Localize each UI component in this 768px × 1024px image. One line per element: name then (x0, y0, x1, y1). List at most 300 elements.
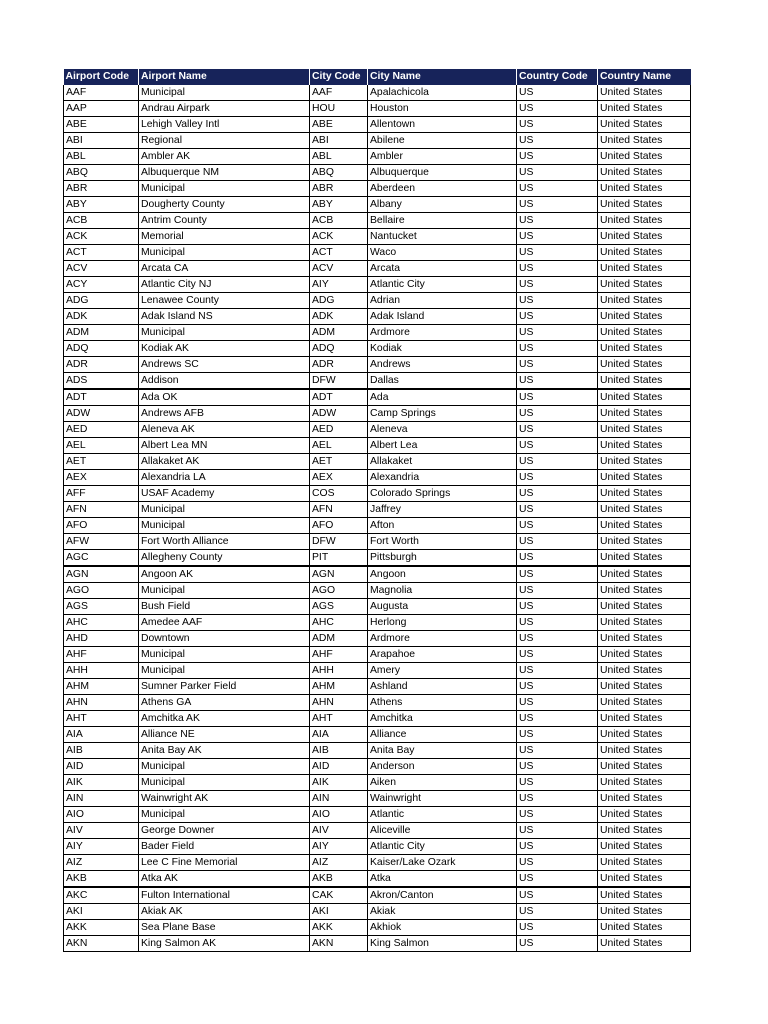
country-code-cell: US (517, 679, 598, 695)
country-code-cell: US (517, 261, 598, 277)
city-name-cell: Abilene (368, 133, 517, 149)
airport-name-cell: Atlantic City NJ (139, 277, 310, 293)
airport-code-cell: AHN (64, 695, 139, 711)
country-name-cell: United States (598, 727, 691, 743)
airport-name-cell: Lehigh Valley Intl (139, 117, 310, 133)
table-row (64, 727, 691, 743)
airport-code-cell: AKK (64, 920, 139, 936)
airport-code-cell: AIZ (64, 855, 139, 871)
city-name-cell: Akhiok (368, 920, 517, 936)
country-code-cell: US (517, 855, 598, 871)
city-name-cell: Alexandria (368, 470, 517, 486)
airport-name-cell: Municipal (139, 663, 310, 679)
city-name-cell: Ardmore (368, 631, 517, 647)
city-name-cell: Apalachicola (368, 85, 517, 101)
city-code-cell: ABE (310, 117, 368, 133)
country-name-cell: United States (598, 245, 691, 261)
country-code-cell: US (517, 341, 598, 357)
city-code-cell: ABQ (310, 165, 368, 181)
city-name-cell: Ardmore (368, 325, 517, 341)
city-name-cell: Angoon (368, 566, 517, 583)
table-row (64, 743, 691, 759)
airport-name-cell: Andrews SC (139, 357, 310, 373)
table-row (64, 149, 691, 165)
airport-code-cell: ABQ (64, 165, 139, 181)
table-body (64, 85, 691, 952)
city-name-cell: Aliceville (368, 823, 517, 839)
country-code-cell: US (517, 422, 598, 438)
table-row (64, 695, 691, 711)
airport-code-cell: AEL (64, 438, 139, 454)
city-code-cell: AGO (310, 583, 368, 599)
airport-code-cell: AFW (64, 534, 139, 550)
country-code-cell: US (517, 101, 598, 117)
table-row (64, 631, 691, 647)
city-name-cell: Ada (368, 389, 517, 406)
city-name-cell: Adak Island (368, 309, 517, 325)
airport-code-cell: ACY (64, 277, 139, 293)
city-code-cell: AID (310, 759, 368, 775)
table-row (64, 534, 691, 550)
country-code-cell: US (517, 518, 598, 534)
city-name-cell: Aiken (368, 775, 517, 791)
country-name-cell: United States (598, 807, 691, 823)
country-code-cell: US (517, 406, 598, 422)
city-code-cell: ADR (310, 357, 368, 373)
airport-name-cell: Ambler AK (139, 149, 310, 165)
table-row (64, 406, 691, 422)
city-code-cell: AHN (310, 695, 368, 711)
country-name-cell: United States (598, 293, 691, 309)
country-code-cell: US (517, 823, 598, 839)
country-code-cell: US (517, 615, 598, 631)
airport-name-cell: Municipal (139, 647, 310, 663)
city-name-cell: Arapahoe (368, 647, 517, 663)
country-name-cell: United States (598, 631, 691, 647)
city-code-cell: AIV (310, 823, 368, 839)
airport-code-cell: ABI (64, 133, 139, 149)
country-name-cell: United States (598, 357, 691, 373)
city-code-cell: ADT (310, 389, 368, 406)
table-row (64, 791, 691, 807)
country-name-cell: United States (598, 85, 691, 101)
city-code-cell: AIO (310, 807, 368, 823)
country-code-cell: US (517, 759, 598, 775)
country-name-cell: United States (598, 373, 691, 390)
airport-code-cell: AIK (64, 775, 139, 791)
table-row (64, 518, 691, 534)
city-code-cell: DFW (310, 534, 368, 550)
city-code-cell: AIY (310, 277, 368, 293)
country-code-cell: US (517, 85, 598, 101)
country-code-cell: US (517, 293, 598, 309)
city-code-cell: AAF (310, 85, 368, 101)
city-name-cell: Colorado Springs (368, 486, 517, 502)
country-name-cell: United States (598, 406, 691, 422)
airport-code-cell: AED (64, 422, 139, 438)
table-row (64, 277, 691, 293)
table-row (64, 855, 691, 871)
city-code-cell: AGS (310, 599, 368, 615)
country-code-cell: US (517, 454, 598, 470)
country-name-cell: United States (598, 791, 691, 807)
city-code-cell: AKB (310, 871, 368, 888)
city-code-cell: ADW (310, 406, 368, 422)
city-name-cell: Aleneva (368, 422, 517, 438)
country-name-cell: United States (598, 165, 691, 181)
country-name-cell: United States (598, 647, 691, 663)
header-airport-code: Airport Code (64, 69, 139, 85)
city-name-cell: Houston (368, 101, 517, 117)
country-name-cell: United States (598, 839, 691, 855)
city-code-cell: ABY (310, 197, 368, 213)
airport-code-cell: AIB (64, 743, 139, 759)
city-code-cell: ADM (310, 631, 368, 647)
city-name-cell: Camp Springs (368, 406, 517, 422)
city-code-cell: AGN (310, 566, 368, 583)
city-code-cell: AED (310, 422, 368, 438)
airport-code-cell: AHD (64, 631, 139, 647)
airport-code-cell: AEX (64, 470, 139, 486)
country-name-cell: United States (598, 855, 691, 871)
airport-code-cell: AHF (64, 647, 139, 663)
airport-code-cell: AAF (64, 85, 139, 101)
city-name-cell: Pittsburgh (368, 550, 517, 567)
table-row (64, 759, 691, 775)
country-name-cell: United States (598, 502, 691, 518)
city-name-cell: Ashland (368, 679, 517, 695)
table-row (64, 550, 691, 567)
city-code-cell: AIN (310, 791, 368, 807)
city-name-cell: Allakaket (368, 454, 517, 470)
city-name-cell: Atlantic (368, 807, 517, 823)
country-code-cell: US (517, 165, 598, 181)
table-row (64, 165, 691, 181)
city-name-cell: Afton (368, 518, 517, 534)
airport-name-cell: Sea Plane Base (139, 920, 310, 936)
city-code-cell: ABR (310, 181, 368, 197)
city-name-cell: Aberdeen (368, 181, 517, 197)
table-row (64, 807, 691, 823)
country-code-cell: US (517, 887, 598, 904)
airport-code-cell: ADG (64, 293, 139, 309)
airport-name-cell: Lenawee County (139, 293, 310, 309)
header-country-code: Country Code (517, 69, 598, 85)
city-name-cell: Anderson (368, 759, 517, 775)
airport-code-cell: ADW (64, 406, 139, 422)
table-row (64, 566, 691, 583)
country-code-cell: US (517, 904, 598, 920)
airport-name-cell: Dougherty County (139, 197, 310, 213)
airport-code-cell: AKI (64, 904, 139, 920)
city-code-cell: AEX (310, 470, 368, 486)
table-row (64, 663, 691, 679)
airport-code-cell: AIO (64, 807, 139, 823)
table-row (64, 711, 691, 727)
airport-code-cell: ABR (64, 181, 139, 197)
city-code-cell: ADM (310, 325, 368, 341)
city-name-cell: Albany (368, 197, 517, 213)
country-name-cell: United States (598, 759, 691, 775)
table-row (64, 213, 691, 229)
airport-name-cell: Downtown (139, 631, 310, 647)
airport-name-cell: Wainwright AK (139, 791, 310, 807)
country-name-cell: United States (598, 261, 691, 277)
airport-code-cell: ABL (64, 149, 139, 165)
country-name-cell: United States (598, 695, 691, 711)
country-code-cell: US (517, 277, 598, 293)
table-row (64, 293, 691, 309)
country-name-cell: United States (598, 341, 691, 357)
airport-name-cell: Regional (139, 133, 310, 149)
city-name-cell: King Salmon (368, 936, 517, 952)
country-name-cell: United States (598, 904, 691, 920)
city-name-cell: Atlantic City (368, 277, 517, 293)
country-code-cell: US (517, 936, 598, 952)
city-code-cell: COS (310, 486, 368, 502)
airport-name-cell: Municipal (139, 85, 310, 101)
city-name-cell: Anita Bay (368, 743, 517, 759)
country-code-cell: US (517, 357, 598, 373)
airport-code-cell: ADQ (64, 341, 139, 357)
country-name-cell: United States (598, 823, 691, 839)
country-code-cell: US (517, 133, 598, 149)
table-row (64, 117, 691, 133)
country-name-cell: United States (598, 213, 691, 229)
country-name-cell: United States (598, 309, 691, 325)
airport-name-cell: Municipal (139, 245, 310, 261)
city-code-cell: ACV (310, 261, 368, 277)
airport-name-cell: Akiak AK (139, 904, 310, 920)
table-row (64, 599, 691, 615)
city-code-cell: ACT (310, 245, 368, 261)
city-code-cell: ADK (310, 309, 368, 325)
airport-name-cell: Ada OK (139, 389, 310, 406)
city-code-cell: HOU (310, 101, 368, 117)
airport-name-cell: Kodiak AK (139, 341, 310, 357)
country-name-cell: United States (598, 583, 691, 599)
city-code-cell: AFN (310, 502, 368, 518)
airport-code-cell: ACT (64, 245, 139, 261)
city-name-cell: Magnolia (368, 583, 517, 599)
country-code-cell: US (517, 213, 598, 229)
country-code-cell: US (517, 647, 598, 663)
country-name-cell: United States (598, 389, 691, 406)
country-name-cell: United States (598, 470, 691, 486)
airport-code-cell: AKN (64, 936, 139, 952)
country-name-cell: United States (598, 936, 691, 952)
country-code-cell: US (517, 373, 598, 390)
airport-code-cell: AKB (64, 871, 139, 888)
airport-code-cell: AIA (64, 727, 139, 743)
country-name-cell: United States (598, 599, 691, 615)
table-row (64, 373, 691, 390)
country-code-cell: US (517, 534, 598, 550)
country-code-cell: US (517, 743, 598, 759)
header-airport-name: Airport Name (139, 69, 310, 85)
city-code-cell: PIT (310, 550, 368, 567)
country-name-cell: United States (598, 229, 691, 245)
airport-name-cell: Bader Field (139, 839, 310, 855)
airport-name-cell: Municipal (139, 759, 310, 775)
airport-name-cell: Aleneva AK (139, 422, 310, 438)
city-code-cell: CAK (310, 887, 368, 904)
country-code-cell: US (517, 791, 598, 807)
city-name-cell: Arcata (368, 261, 517, 277)
table-row (64, 615, 691, 631)
table-row (64, 470, 691, 486)
city-code-cell: AHT (310, 711, 368, 727)
city-name-cell: Amchitka (368, 711, 517, 727)
country-name-cell: United States (598, 663, 691, 679)
airport-code-cell: AHC (64, 615, 139, 631)
country-code-cell: US (517, 839, 598, 855)
country-code-cell: US (517, 727, 598, 743)
table-row (64, 181, 691, 197)
city-name-cell: Bellaire (368, 213, 517, 229)
country-name-cell: United States (598, 197, 691, 213)
city-code-cell: AHH (310, 663, 368, 679)
table-row (64, 389, 691, 406)
country-name-cell: United States (598, 775, 691, 791)
table-row (64, 325, 691, 341)
country-name-cell: United States (598, 871, 691, 888)
country-code-cell: US (517, 181, 598, 197)
table-row (64, 438, 691, 454)
country-code-cell: US (517, 695, 598, 711)
city-code-cell: ABI (310, 133, 368, 149)
city-name-cell: Athens (368, 695, 517, 711)
country-code-cell: US (517, 149, 598, 165)
country-code-cell: US (517, 550, 598, 567)
airport-name-cell: Municipal (139, 181, 310, 197)
airport-codes-table (63, 69, 691, 952)
airport-code-cell: ACV (64, 261, 139, 277)
airport-name-cell: Municipal (139, 775, 310, 791)
city-name-cell: Ambler (368, 149, 517, 165)
country-name-cell: United States (598, 743, 691, 759)
airport-name-cell: Alliance NE (139, 727, 310, 743)
country-code-cell: US (517, 583, 598, 599)
city-code-cell: ADQ (310, 341, 368, 357)
city-name-cell: Atka (368, 871, 517, 888)
city-code-cell: AEL (310, 438, 368, 454)
country-code-cell: US (517, 325, 598, 341)
country-name-cell: United States (598, 325, 691, 341)
airport-name-cell: Municipal (139, 325, 310, 341)
country-code-cell: US (517, 920, 598, 936)
table-row (64, 309, 691, 325)
city-code-cell: AKN (310, 936, 368, 952)
city-name-cell: Dallas (368, 373, 517, 390)
country-name-cell: United States (598, 277, 691, 293)
city-code-cell: AHF (310, 647, 368, 663)
airport-name-cell: Municipal (139, 518, 310, 534)
airport-name-cell: George Downer (139, 823, 310, 839)
table-row (64, 679, 691, 695)
city-code-cell: AET (310, 454, 368, 470)
airport-name-cell: Atka AK (139, 871, 310, 888)
airport-code-cell: ABE (64, 117, 139, 133)
country-name-cell: United States (598, 454, 691, 470)
table-row (64, 229, 691, 245)
airport-code-cell: ADR (64, 357, 139, 373)
city-name-cell: Fort Worth (368, 534, 517, 550)
airport-name-cell: Sumner Parker Field (139, 679, 310, 695)
table-row (64, 261, 691, 277)
airport-code-cell: AIY (64, 839, 139, 855)
airport-code-cell: ABY (64, 197, 139, 213)
city-code-cell: ADG (310, 293, 368, 309)
city-code-cell: AKI (310, 904, 368, 920)
table-header-row (64, 69, 691, 85)
country-code-cell: US (517, 599, 598, 615)
country-code-cell: US (517, 631, 598, 647)
airport-name-cell: Fulton International (139, 887, 310, 904)
city-name-cell: Jaffrey (368, 502, 517, 518)
airport-name-cell: Antrim County (139, 213, 310, 229)
table-row (64, 775, 691, 791)
country-code-cell: US (517, 309, 598, 325)
airport-name-cell: Adak Island NS (139, 309, 310, 325)
country-name-cell: United States (598, 887, 691, 904)
header-country-name: Country Name (598, 69, 691, 85)
airport-code-cell: ACK (64, 229, 139, 245)
city-code-cell: AKK (310, 920, 368, 936)
airport-code-cell: AFN (64, 502, 139, 518)
airport-name-cell: Athens GA (139, 695, 310, 711)
table-row (64, 583, 691, 599)
airport-name-cell: King Salmon AK (139, 936, 310, 952)
country-code-cell: US (517, 486, 598, 502)
country-code-cell: US (517, 389, 598, 406)
city-name-cell: Amery (368, 663, 517, 679)
airport-code-cell: ACB (64, 213, 139, 229)
table-row (64, 904, 691, 920)
airport-name-cell: Municipal (139, 583, 310, 599)
city-name-cell: Adrian (368, 293, 517, 309)
city-name-cell: Alliance (368, 727, 517, 743)
city-code-cell: AIY (310, 839, 368, 855)
airport-codes-document (63, 69, 690, 952)
country-code-cell: US (517, 438, 598, 454)
city-code-cell: DFW (310, 373, 368, 390)
airport-name-cell: Allegheny County (139, 550, 310, 567)
airport-code-cell: ADK (64, 309, 139, 325)
table-row (64, 197, 691, 213)
table-row (64, 936, 691, 952)
airport-name-cell: Albert Lea MN (139, 438, 310, 454)
airport-code-cell: AHH (64, 663, 139, 679)
city-name-cell: Augusta (368, 599, 517, 615)
country-code-cell: US (517, 871, 598, 888)
airport-name-cell: Bush Field (139, 599, 310, 615)
airport-name-cell: Amchitka AK (139, 711, 310, 727)
city-code-cell: AHC (310, 615, 368, 631)
table-row (64, 647, 691, 663)
airport-name-cell: Allakaket AK (139, 454, 310, 470)
country-name-cell: United States (598, 550, 691, 567)
city-code-cell: AFO (310, 518, 368, 534)
country-name-cell: United States (598, 615, 691, 631)
airport-name-cell: Andrews AFB (139, 406, 310, 422)
country-code-cell: US (517, 663, 598, 679)
airport-name-cell: Municipal (139, 807, 310, 823)
country-name-cell: United States (598, 117, 691, 133)
table-row (64, 341, 691, 357)
airport-code-cell: ADT (64, 389, 139, 406)
country-name-cell: United States (598, 566, 691, 583)
